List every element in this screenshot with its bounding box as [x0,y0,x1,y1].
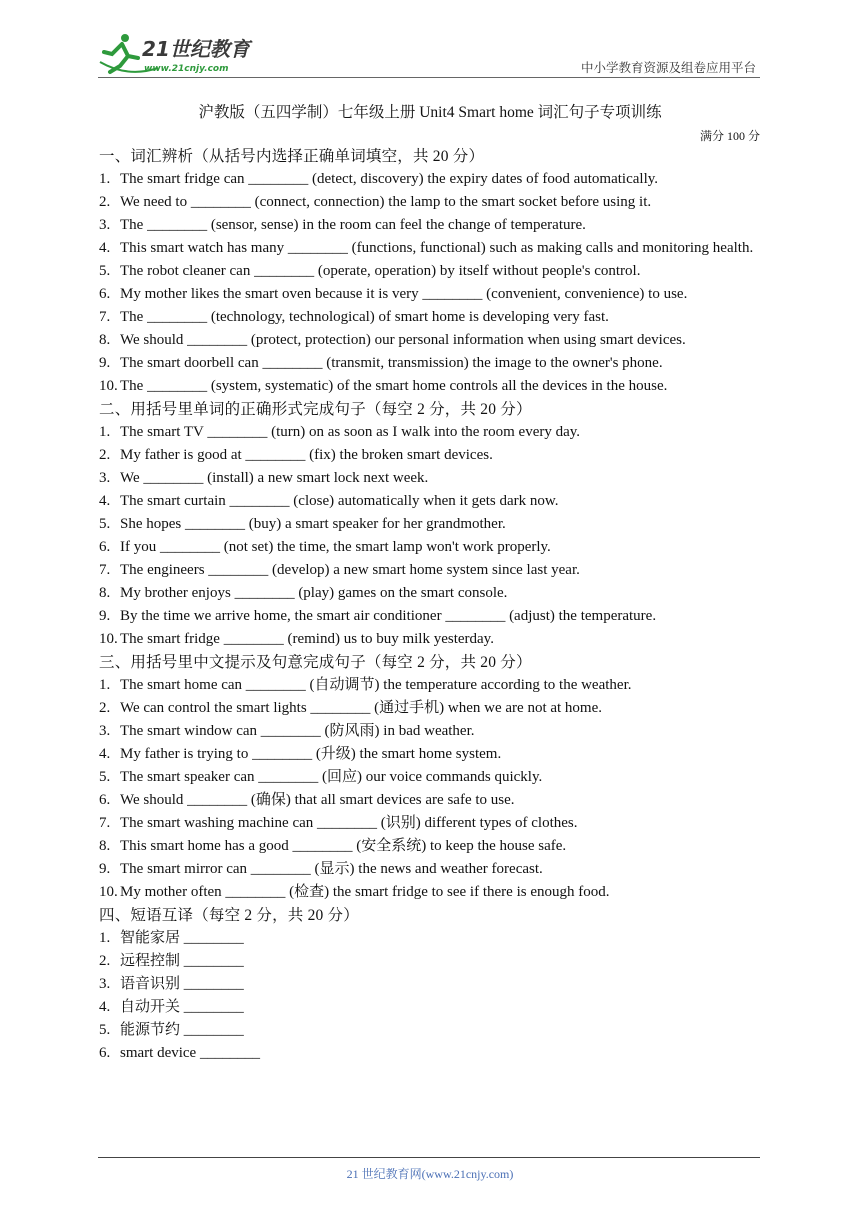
question-text: This smart home has a good ________ (安全系统) to keep the house safe. [120,838,567,854]
question-text: She hopes ________ (buy) a smart speaker for her grandmother. [120,516,506,532]
question-text: My father is trying to ________ (升级) the smart home system. [120,746,502,762]
question-text: We can control the smart lights ________ (通过手机) when we are not at home. [120,700,603,716]
question-item [99,605,761,628]
question-number: 7. [99,562,111,578]
question-text: The smart speaker can ________ (回应) our voice commands quickly. [120,769,543,785]
question-number: 8. [99,332,111,348]
question-item [99,720,761,743]
question-item [99,881,761,904]
question-text: The smart curtain ________ (close) automatically when it gets dark now. [120,493,559,509]
question-number: 5. [99,263,111,279]
question-number: 4. [99,240,111,256]
question-text: The ________ (system, systematic) of the smart home controls all the devices in the house. [120,378,668,394]
question-text: The engineers ________ (develop) a new smart home system since last year. [120,562,580,578]
section-heading: 四、短语互译（每空 2 分，共 20 分） [99,907,359,924]
question-item [99,168,761,191]
question-number: 10. [99,378,118,394]
question-number: 3. [99,723,111,739]
question-list [99,421,761,651]
question-text: The smart fridge ________ (remind) us to buy milk yesterday. [120,631,494,647]
question-item [99,513,761,536]
logo-icon [98,32,268,76]
question-number: 3. [99,470,111,486]
question-item [99,743,761,766]
question-text: If you ________ (not set) the time, the smart lamp won't work properly. [120,539,551,555]
question-item [99,812,761,835]
question-item [99,766,761,789]
question-item [99,375,761,398]
question-number: 5. [99,516,111,532]
question-item [99,996,761,1019]
question-text: My brother enjoys ________ (play) games on the smart console. [120,585,508,601]
question-text: The ________ (technology, technological) of smart home is developing very fast. [120,309,609,325]
question-text: My mother likes the smart oven because it is very ________ (convenient, convenience) to use. [120,286,688,302]
question-text: We should ________ (protect, protection) our personal information when using smart devices. [120,332,686,348]
question-number: 9. [99,861,111,877]
question-text: The smart window can ________ (防风雨) in bad weather. [120,723,475,739]
question-number: 1. [99,424,111,440]
question-number: 8. [99,585,111,601]
question-item [99,490,761,513]
question-text: 智能家居 ________ [120,930,244,946]
question-text: The robot cleaner can ________ (operate, operation) by itself without people's control. [120,263,641,279]
question-number: 4. [99,746,111,762]
question-item [99,329,761,352]
question-item [99,421,761,444]
question-item [99,214,761,237]
section-heading: 三、用括号里中文提示及句意完成句子（每空 2 分，共 20 分） [99,654,532,671]
question-number: 4. [99,999,111,1015]
question-number: 3. [99,217,111,233]
logo-url: www.21cnjy.com [144,64,229,74]
question-number: 2. [99,700,111,716]
footer-divider [98,1157,760,1158]
question-item [99,1042,761,1065]
question-number: 2. [99,447,111,463]
question-item [99,467,761,490]
question-text: We ________ (install) a new smart lock next week. [120,470,429,486]
question-number: 1. [99,677,111,693]
logo-wordmark: 21世纪教育 [142,37,250,61]
question-item [99,973,761,996]
question-item [99,789,761,812]
exercise-content [99,145,761,1065]
question-text: The smart TV ________ (turn) on as soon as I walk into the room every day. [120,424,581,440]
question-list [99,168,761,398]
footer-link[interactable]: 21 世纪教育网(www.21cnjy.com) [346,1167,514,1181]
question-item [99,191,761,214]
section-heading: 一、词汇辨析（从括号内选择正确单词填空，共 20 分） [99,148,485,165]
question-item [99,352,761,375]
question-item [99,306,761,329]
question-number: 7. [99,815,111,831]
question-number: 6. [99,539,111,555]
question-number: 6. [99,1045,111,1061]
question-text: 远程控制 ________ [120,953,244,969]
question-text: 自动开关 ________ [120,999,244,1015]
question-number: 6. [99,792,111,808]
question-item [99,237,761,260]
section-heading: 二、用括号里单词的正确形式完成句子（每空 2 分，共 20 分） [99,401,532,418]
question-item [99,559,761,582]
question-item [99,536,761,559]
question-text: The smart washing machine can ________ (识别) different types of clothes. [120,815,578,831]
question-number: 8. [99,838,111,854]
question-text: My father is good at ________ (fix) the broken smart devices. [120,447,493,463]
document-title: 沪教版（五四学制）七年级上册 Unit4 Smart home 词汇句子专项训练 [198,104,662,121]
question-item [99,950,761,973]
question-number: 6. [99,286,111,302]
question-number: 9. [99,355,111,371]
question-number: 1. [99,171,111,187]
question-number: 2. [99,194,111,210]
question-text: We should ________ (确保) that all smart devices are safe to use. [120,792,515,808]
question-text: 能源节约 ________ [120,1022,244,1038]
question-list [99,927,761,1065]
question-number: 1. [99,930,111,946]
total-score: 满分 100 分 [699,129,760,143]
question-number: 10. [99,884,118,900]
question-item [99,283,761,306]
question-number: 7. [99,309,111,325]
question-number: 10. [99,631,118,647]
question-text: This smart watch has many ________ (functions, functional) such as making calls and monitoring health. [120,240,754,256]
question-text: The smart fridge can ________ (detect, discovery) the expiry dates of food automatically. [120,171,659,187]
question-text: The smart mirror can ________ (显示) the news and weather forecast. [120,861,543,877]
question-number: 3. [99,976,111,992]
question-item [99,927,761,950]
question-item [99,444,761,467]
question-item [99,628,761,651]
question-text: We need to ________ (connect, connection) the lamp to the smart socket before using it. [120,194,652,210]
question-item [99,858,761,881]
question-list [99,674,761,904]
question-number: 9. [99,608,111,624]
header-platform-text: 中小学教育资源及组卷应用平台 [580,61,756,75]
question-text: The smart doorbell can ________ (transmit, transmission) the image to the owner's phone. [120,355,663,371]
question-text: The ________ (sensor, sense) in the room can feel the change of temperature. [120,217,586,233]
question-text: smart device ________ [120,1045,260,1061]
question-item [99,697,761,720]
question-item [99,1019,761,1042]
question-number: 4. [99,493,111,509]
question-text: 语音识别 ________ [120,976,244,992]
question-item [99,674,761,697]
question-item [99,260,761,283]
question-number: 2. [99,953,111,969]
header-divider [98,77,760,78]
page-header [98,30,760,78]
question-number: 5. [99,1022,111,1038]
question-item [99,835,761,858]
question-number: 5. [99,769,111,785]
question-text: The smart home can ________ (自动调节) the temperature according to the weather. [120,677,632,693]
question-text: By the time we arrive home, the smart air conditioner ________ (adjust) the temperature. [120,608,657,624]
question-text: My mother often ________ (检查) the smart fridge to see if there is enough food. [120,884,610,900]
question-item [99,582,761,605]
